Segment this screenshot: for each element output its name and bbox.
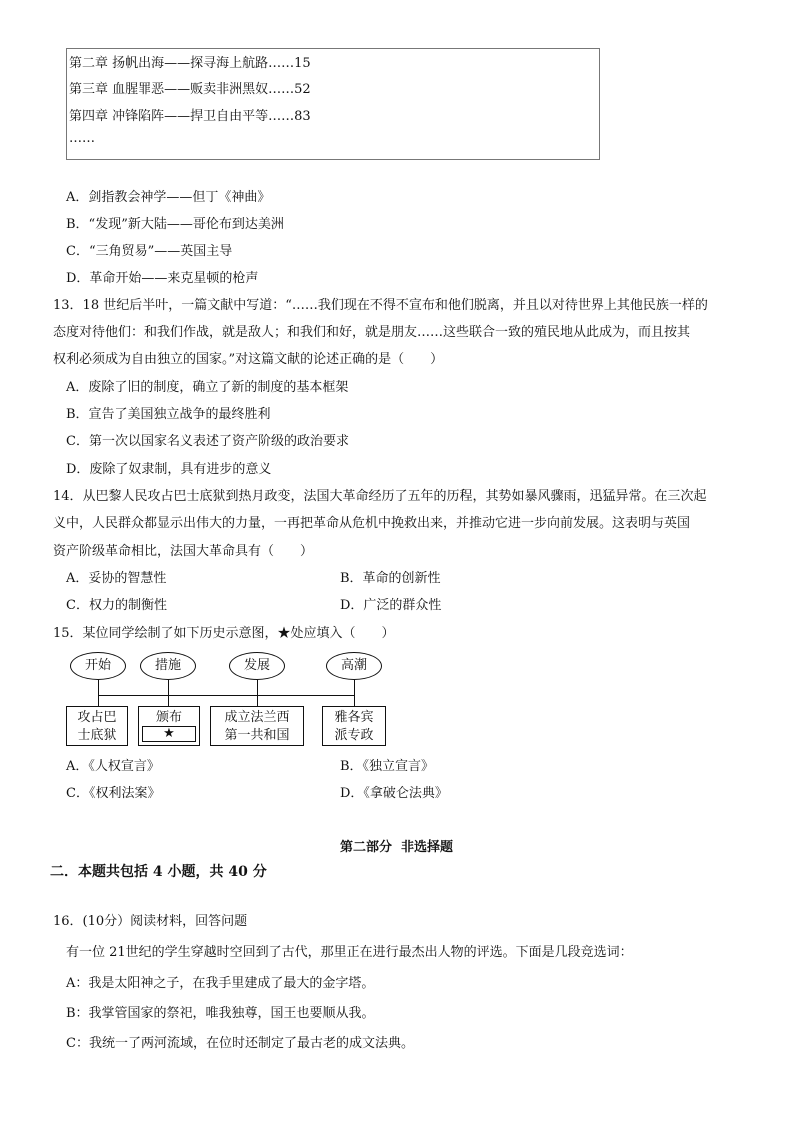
q12-option-d: D．革命开始——来克星顿的枪声 <box>66 271 259 286</box>
q14-stem-line: 义中，人民群众都显示出伟大的力量，一再把革命从危机中挽救出来，并推动它进一步向前发展。这表明与英国 <box>53 516 691 531</box>
q16-intro: 有一位 21世纪的学生穿越时空回到了古代，那里正在进行最杰出人物的评选。下面是几段竞选词： <box>66 945 633 960</box>
connector-line <box>168 680 169 695</box>
connector-line <box>168 695 169 706</box>
connector-line <box>354 680 355 695</box>
toc-line: 第三章 血腥罪恶——贩卖非洲黑奴……52 <box>69 82 311 97</box>
q14-option-c: C．权力的制衡性 <box>66 598 167 613</box>
event-box-first-republic <box>210 706 304 746</box>
connector-line <box>257 695 258 706</box>
q16-entry-c: C：我统一了两河流域，在位时还制定了最古老的成文法典。 <box>66 1036 414 1051</box>
event-box-jacobin <box>322 706 386 746</box>
toc-line: …… <box>69 131 95 146</box>
stage-node-development: 发展 <box>229 652 285 680</box>
q12-option-b: B．“发现”新大陆——哥伦布到达美洲 <box>66 217 284 232</box>
event-box-line: 士底狱 <box>77 728 117 743</box>
star-answer-box <box>142 726 196 742</box>
q13-stem-line: 态度对待他们：和我们作战，就是敌人；和我们和好，就是朋友……这些联合一致的殖民地从此成为，而且按其 <box>53 325 691 340</box>
toc-box <box>66 48 600 160</box>
q13-option-c: C．第一次以国家名义表述了资产阶级的政治要求 <box>66 434 349 449</box>
q14-stem-line: 资产阶级革命相比，法国大革命具有（ ） <box>53 544 314 559</box>
stage-node-measure: 措施 <box>140 652 196 680</box>
stage-node-start: 开始 <box>70 652 126 680</box>
q13-option-d: D．废除了奴隶制，具有进步的意义 <box>66 462 272 477</box>
q13-option-a: A．废除了旧的制度，确立了新的制度的基本框架 <box>66 380 349 395</box>
stage-node-climax: 高潮 <box>326 652 382 680</box>
q16-entry-b: B：我掌管国家的祭祀，唯我独尊，国王也要顺从我。 <box>66 1006 375 1021</box>
q15-option-c: C．《权利法案》 <box>66 786 161 801</box>
q15-stem: 15．某位同学绘制了如下历史示意图，★处应填入（ ） <box>53 626 395 641</box>
q12-option-a: A．剑指教会神学——但丁《神曲》 <box>66 190 271 205</box>
connector-line <box>98 695 99 706</box>
event-box-line: 攻占巴 <box>77 710 117 725</box>
q14-option-a: A．妥协的智慧性 <box>66 571 167 586</box>
connector-line <box>257 680 258 695</box>
q15-option-b: B．《独立宣言》 <box>340 759 435 774</box>
q15-option-d: D．《拿破仑法典》 <box>340 786 448 801</box>
event-box-line: 派专政 <box>334 728 374 743</box>
part2-heading: 第二部分 非选择题 <box>339 840 454 855</box>
timeline-line <box>98 695 354 696</box>
q14-stem-line: 14．从巴黎人民攻占巴士底狱到热月政变，法国大革命经历了五年的历程，其势如暴风骤雨，迅猛异常。在三次起 <box>53 489 707 504</box>
event-box-line: 第一共和国 <box>224 728 290 743</box>
q16-title: 16．(10分）阅读材料，回答问题 <box>53 914 248 929</box>
star-icon: ★ <box>163 726 175 741</box>
toc-line: 第二章 扬帆出海——探寻海上航路……15 <box>69 56 311 71</box>
q13-option-b: B．宣告了美国独立战争的最终胜利 <box>66 407 271 422</box>
event-box-line: 成立法兰西 <box>224 710 290 725</box>
event-box-proclamation <box>138 706 200 746</box>
q14-option-b: B．革命的创新性 <box>340 571 441 586</box>
event-box-line: 雅各宾 <box>334 710 374 725</box>
connector-line <box>354 695 355 706</box>
q16-entry-a: A：我是太阳神之子，在我手里建成了最大的金字塔。 <box>66 976 375 991</box>
toc-line: 第四章 冲锋陷阵——捍卫自由平等……83 <box>69 109 311 124</box>
section-heading: 二．本题共包括 4 小题，共 40 分 <box>50 864 267 880</box>
event-box-bastille <box>66 706 128 746</box>
event-box-line: 颁布 <box>155 710 182 725</box>
q14-option-d: D．广泛的群众性 <box>340 598 442 613</box>
q13-stem-line: 权利必须成为自由独立的国家。”对这篇文献的论述正确的是（ ） <box>53 352 444 367</box>
q15-option-a: A．《人权宣言》 <box>66 759 160 774</box>
q12-option-c: C．“三角贸易”——英国主导 <box>66 244 233 259</box>
q13-stem-line: 13．18 世纪后半叶，一篇文献中写道：“……我们现在不得不宣布和他们脱离，并且以对待世界上其他民族一样的 <box>53 298 708 313</box>
connector-line <box>98 680 99 695</box>
